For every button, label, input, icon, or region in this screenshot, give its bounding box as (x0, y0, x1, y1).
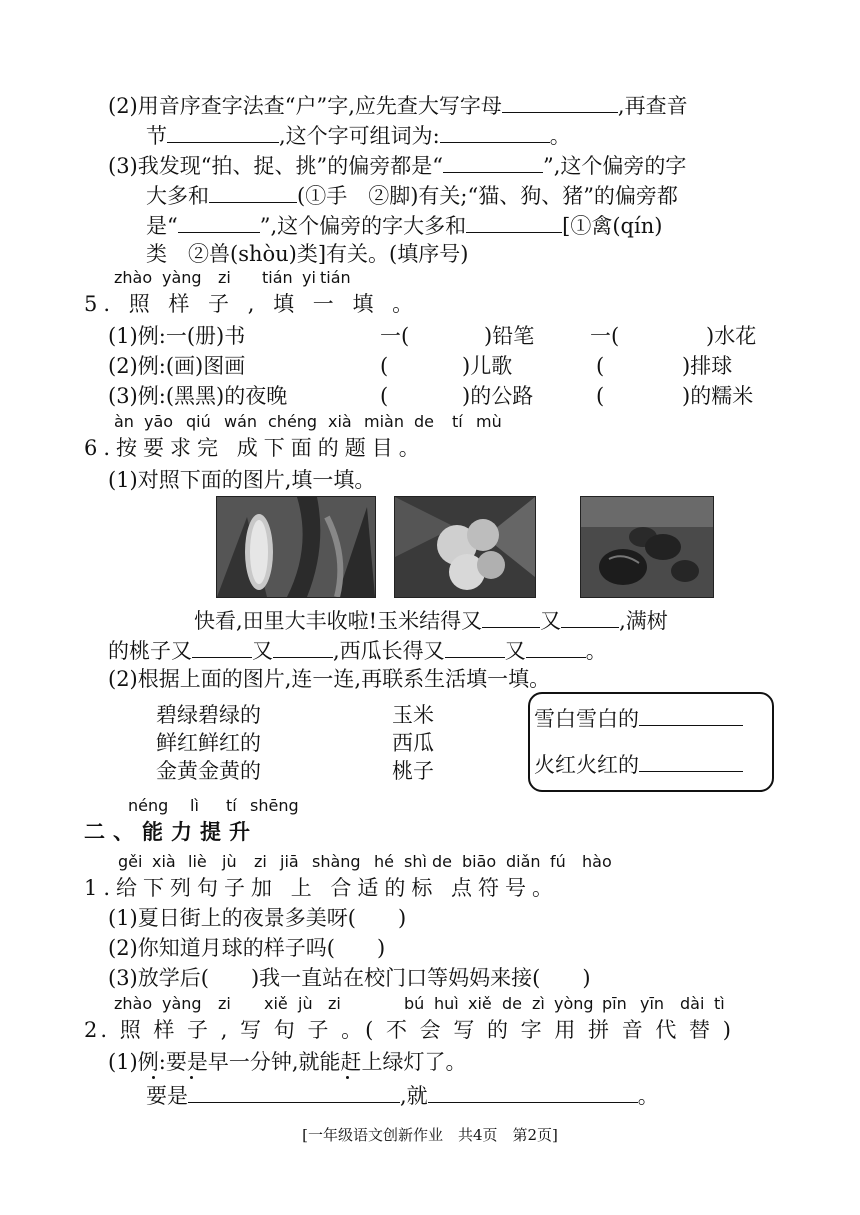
answer-blank[interactable] (440, 120, 550, 143)
answer-blank[interactable] (639, 703, 743, 726)
q5-title: 5. 照 样 子 , 填 一 填 。 (84, 292, 420, 316)
answer-blank[interactable] (178, 210, 260, 233)
q5-pinyin: zhào yàng zi tián yi tián (114, 268, 351, 287)
answer-blank[interactable] (445, 635, 505, 658)
emphasis-dot (190, 1076, 193, 1079)
corn-icon (217, 497, 375, 597)
s2-title: 2. 照 样 子 , 写 句 子 。( 不 会 写 的 字 用 拼 音 代 替 ) (84, 1018, 734, 1042)
q6-pinyin: àn yāo qiú wán chéng xià miàn de tí mù (114, 412, 502, 431)
q6-fill-line1: 快看,田里大丰收啦!玉米结得又 又 ,满树 (194, 605, 668, 635)
q6-part1: (1)对照下面的图片,填一填。 (108, 468, 376, 492)
s1-item: (3)放学后( )我一直站在校门口等妈妈来接( ) (108, 966, 591, 990)
s1-title: 1.给下列句子加 上 合适的标 点符号。 (84, 876, 560, 900)
answer-blank[interactable] (273, 635, 333, 658)
page-footer: [一年级语文创新作业 共4页 第2页] (302, 1126, 558, 1144)
q6-part2: (2)根据上面的图片,连一连,再联系生活填一填。 (108, 667, 551, 691)
sec2-pinyin: néng lì tí shēng (128, 796, 299, 815)
emphasis-dot (346, 1076, 349, 1079)
section-title: 二、能力提升 (84, 820, 258, 844)
watermelon-icon (581, 497, 713, 597)
answer-blank[interactable] (561, 605, 619, 628)
answer-blank[interactable] (428, 1080, 638, 1103)
s1-pinyin: gěi xià liè jù zi jiā shàng hé shì de biāo diǎn fú hào (118, 852, 612, 871)
match-right-item[interactable]: 桃子 (392, 759, 434, 783)
q4-line5: 是“ ”,这个偏旁的字大多和 [①禽(qín) (146, 210, 662, 240)
answer-blank[interactable] (443, 150, 543, 173)
match-left-item[interactable]: 鲜红鲜红的 (156, 731, 261, 755)
q4-line6: 类 ②兽(shòu)类]有关。(填序号) (146, 242, 469, 266)
watermelon-photo (580, 496, 714, 598)
fill-box-line1: 雪白雪白的 (534, 703, 743, 733)
peach-photo (394, 496, 536, 598)
answer-blank[interactable] (466, 210, 562, 233)
q4-line4: 大多和 (①手 ②脚)有关;“猫、狗、猪”的偏旁都 (146, 180, 678, 210)
s1-item: (1)夏日街上的夜景多美呀( ) (108, 906, 407, 930)
fill-box-line2: 火红火红的 (534, 749, 743, 779)
answer-blank[interactable] (192, 635, 252, 658)
answer-blank[interactable] (188, 1080, 400, 1103)
answer-blank[interactable] (209, 180, 297, 203)
s2-answer-line: 要是 ,就 。 (146, 1080, 659, 1110)
answer-blank[interactable] (502, 90, 618, 113)
emphasis-dot (152, 1076, 155, 1079)
q6-fill-line2: 的桃子又 又 ,西瓜长得又 又 。 (108, 635, 607, 665)
match-left-item[interactable]: 碧绿碧绿的 (156, 703, 261, 727)
peach-icon (395, 497, 535, 597)
q4-line3: (3)我发现“拍、捉、挑”的偏旁都是“ ”,这个偏旁的字 (108, 150, 686, 180)
q6-title: 6.按要求完 成下面的题目。 (84, 436, 426, 460)
s1-item: (2)你知道月球的样子吗( ) (108, 936, 386, 960)
match-right-item[interactable]: 玉米 (392, 703, 434, 727)
s2-pinyin: zhào yàng zi xiě jù zi bú huì xiě de zì yòng pīn yīn dài tì (114, 994, 725, 1013)
answer-blank[interactable] (167, 120, 279, 143)
match-left-item[interactable]: 金黄金黄的 (156, 759, 261, 783)
answer-blank[interactable] (482, 605, 540, 628)
answer-blank[interactable] (639, 749, 743, 772)
match-right-item[interactable]: 西瓜 (392, 731, 434, 755)
q4-line1: (2)用音序查字法查“户”字,应先查大写字母 ,再查音 (108, 90, 688, 120)
answer-blank[interactable] (526, 635, 586, 658)
s2-example: (1)例:要是早一分钟,就能赶上绿灯了。 (108, 1050, 467, 1074)
q4-line2: 节 ,这个字可组词为: 。 (146, 120, 571, 150)
corn-photo (216, 496, 376, 598)
